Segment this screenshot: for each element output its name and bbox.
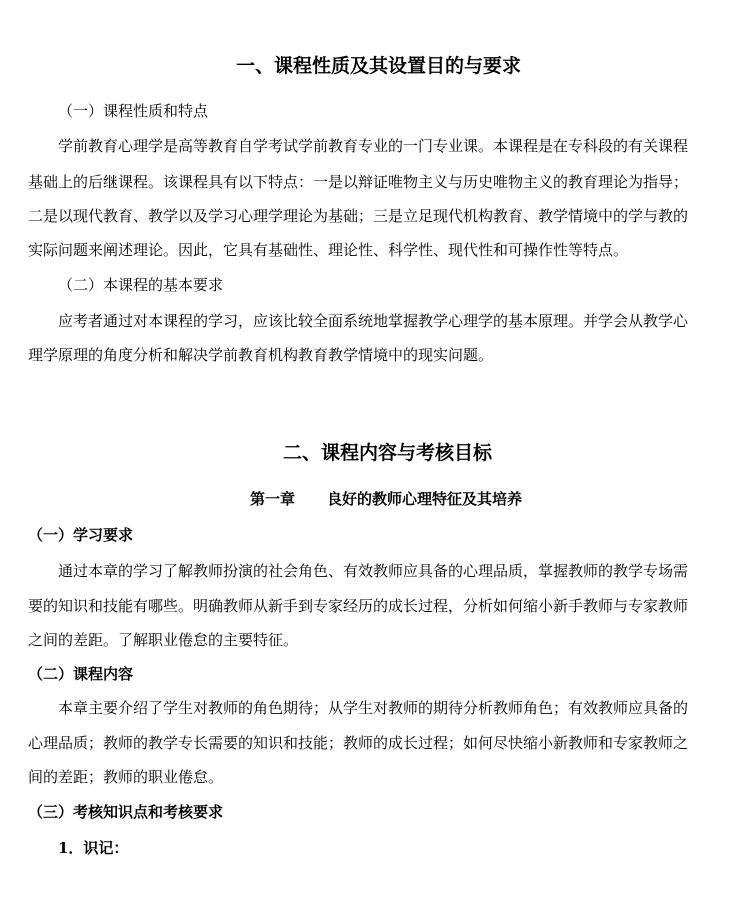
subsection-heading-requirements: （二）本课程的基本要求	[58, 276, 224, 294]
list-item-recall: 1．识记：	[58, 839, 129, 857]
paragraph-line: 要的知识和技能有哪些。明确教师从新手到专家经历的成长过程，分析如何缩小新手教师与专家教师	[28, 597, 689, 615]
chapter-heading	[250, 489, 522, 509]
chapter-name: 良好的教师心理特征及其培养	[327, 490, 523, 508]
heading-exam-points: （三）考核知识点和考核要求	[28, 803, 224, 821]
paragraph-line: 本章主要介绍了学生对教师的角色期待；从学生对教师的期待分析教师角色；有效教师应具备的	[58, 699, 689, 717]
subsection-heading-nature: （一）课程性质和特点	[58, 102, 209, 120]
paragraph-line: 理学原理的角度分析和解决学前教育机构教育教学情境中的现实问题。	[28, 346, 494, 364]
paragraph-line: 间的差距；教师的职业倦怠。	[28, 768, 224, 786]
heading-learning-requirements: （一）学习要求	[28, 526, 134, 544]
section-title-2: 二、课程内容与考核目标	[283, 442, 493, 464]
paragraph-line: 学前教育心理学是高等教育自学考试学前教育专业的一门专业课。本课程是在专科段的有关课程	[58, 137, 689, 155]
paragraph-line: 通过本章的学习了解教师扮演的社会角色、有效教师应具备的心理品质，掌握教师的教学专场需	[58, 562, 689, 580]
heading-course-content: （二）课程内容	[28, 665, 134, 683]
paragraph-line: 应考者通过对本课程的学习，应该比较全面系统地掌握教学心理学的基本原理。并学会从教学心	[58, 312, 689, 330]
paragraph-line: 二是以现代教育、教学以及学习心理学理论为基础；三是立足现代机构教育、教学情境中的学与教的	[28, 207, 689, 225]
section-title-1: 一、课程性质及其设置目的与要求	[236, 55, 522, 77]
paragraph-line: 实际问题来阐述理论。因此，它具有基础性、理论性、科学性、现代性和可操作性等特点。	[28, 241, 629, 259]
paragraph-line: 之间的差距。了解职业倦怠的主要特征。	[28, 631, 299, 649]
paragraph-line: 基础上的后继课程。该课程具有以下特点：一是以辩证唯物主义与历史唯物主义的教育理论为指导；	[28, 173, 689, 191]
paragraph-line: 心理品质；教师的教学专长需要的知识和技能；教师的成长过程；如何尽快缩小新教师和专家教师之	[28, 734, 689, 752]
chapter-number: 第一章	[250, 490, 296, 508]
